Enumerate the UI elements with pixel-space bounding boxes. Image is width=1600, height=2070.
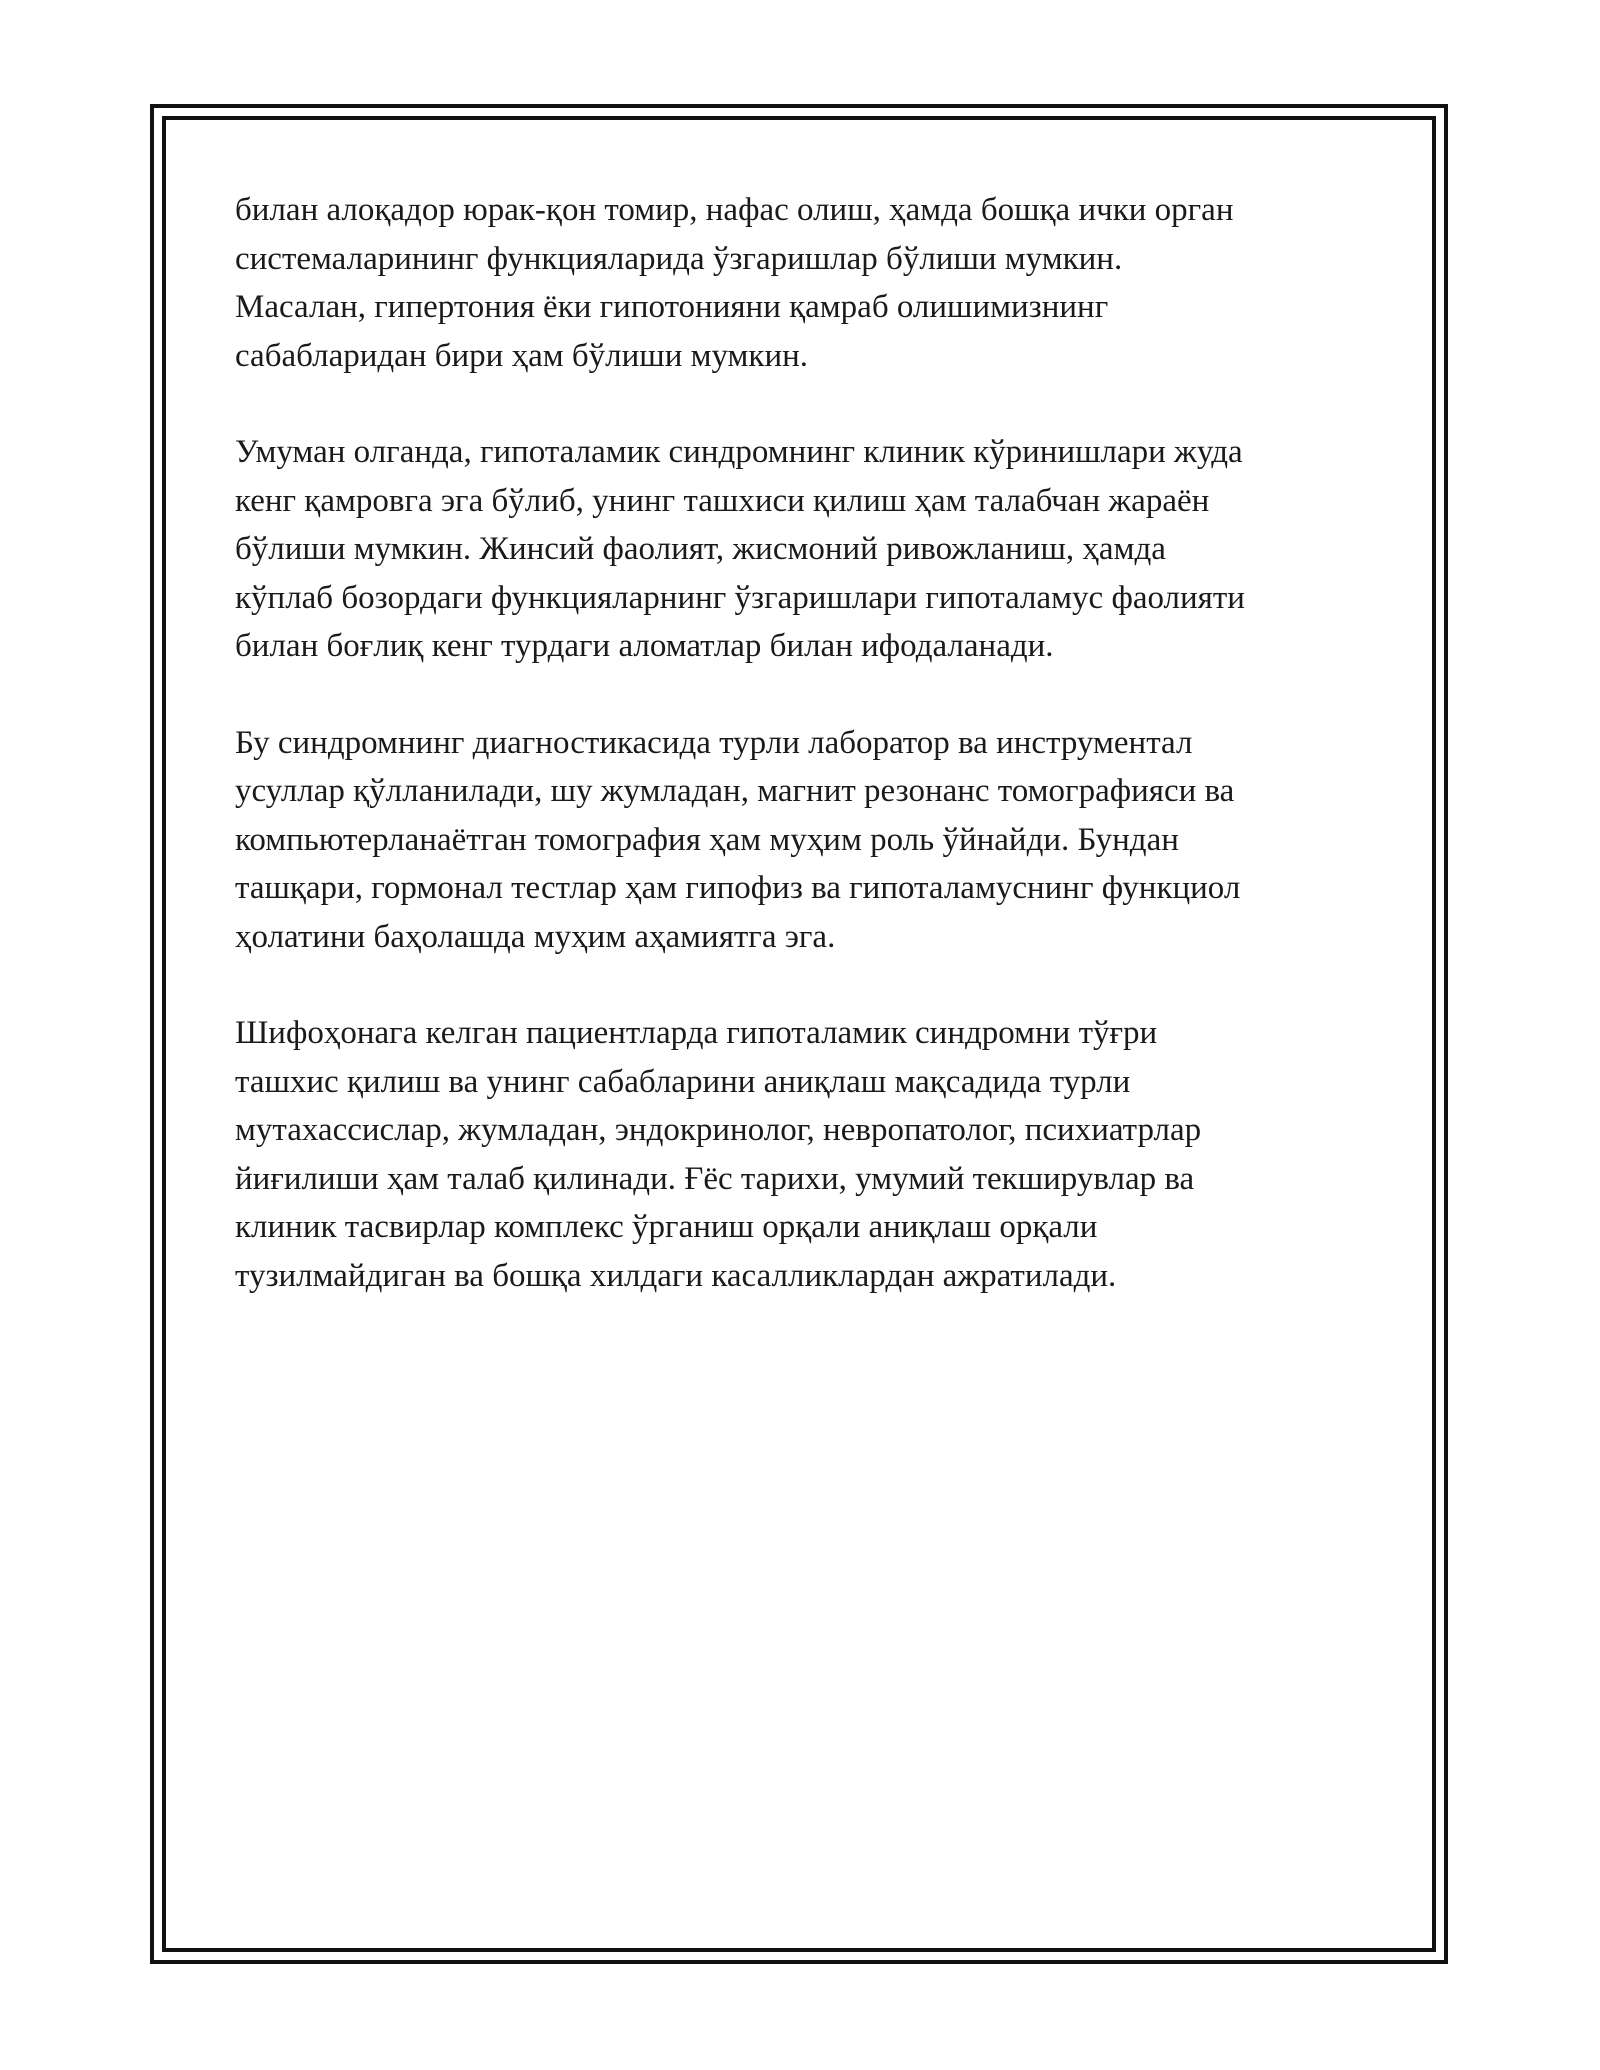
paragraph-2: Умуман олганда, гипоталамик синдромнинг клиник кўринишлари жуда кенг қамровга эга бўлиб, унинг ташхиси қилиш ҳам талабчан жараён бўлиши мумкин. Жинсий фаолият, жисмоний ривожланиш, ҳамда кўплаб бозордаги функцияларнинг ўзгаришлари гипоталамус фаолияти билан боғлиқ кенг турдаги аломатлар билан ифодаланади. [235,434,1245,664]
paragraph-1: билан алоқадор юрак-қон томир, нафас олиш, ҳамда бошқа ички орган системаларининг функцияларида ўзгаришлар бўлиши мумкин. Масалан, гипертония ёки гипотонияни қамраб олишимизнинг сабабларидан бири ҳам бўлиши мумкин. [235,192,1234,374]
paragraph-3: Бу синдромнинг диагностикасида турли лаборатор ва инструментал усуллар қўлланилади, шу жумладан, магнит резонанс томографияси ва компьютерланаётган томография ҳам муҳим роль ўйнайди. Бундан ташқари, гормонал тестлар ҳам гипофиз ва гипоталамуснинг функциол ҳолатини баҳолашда муҳим аҳамиятга эга. [235,724,1241,955]
document-body [235,186,1375,1348]
paragraph-4: Шифоҳонага келган пациентларда гипоталамик синдромни тўғри ташхис қилиш ва унинг сабабларини аниқлаш мақсадида турли мутахассислар, жумладан, эндокринолог, невропатолог, психиатрлар йиғилиши ҳам талаб қилинади. Ғёс тарихи, умумий текширувлар ва клиник тасвирлар комплекс ўрганиш орқали аниқлаш орқали тузилмайдиган ва бошқа хилдаги касалликлардан ажратилади. [235,1015,1202,1294]
